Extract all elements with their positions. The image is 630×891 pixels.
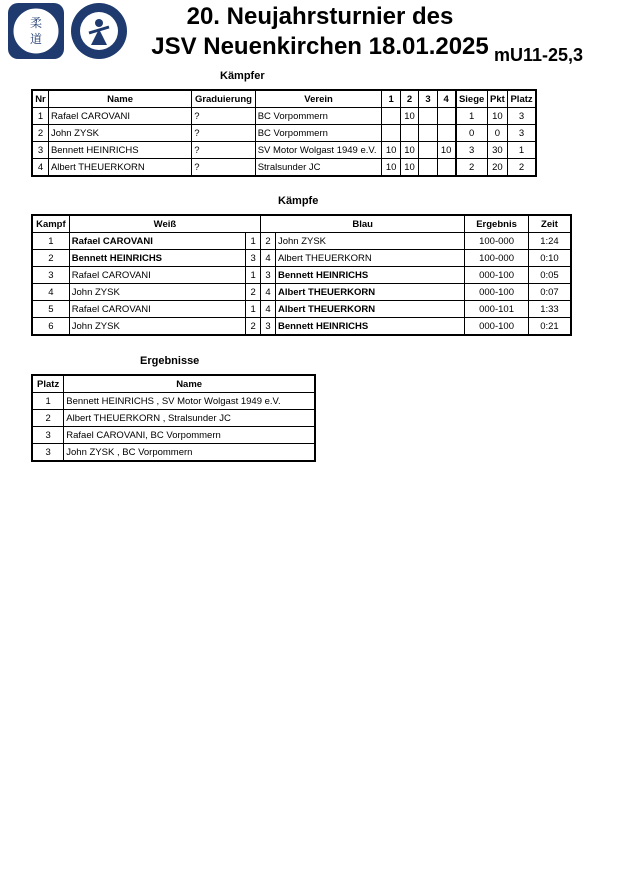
title-line-1: 20. Neujahrsturnier des xyxy=(186,3,454,30)
fights-table xyxy=(31,214,572,336)
cell-blue-nr: 4 xyxy=(261,301,276,318)
cell-verein: SV Motor Wolgast 1949 e.V. xyxy=(255,142,382,159)
col-verein: Verein xyxy=(255,90,382,108)
cell-blue-nr: 3 xyxy=(261,318,276,336)
cell-blue-name: Albert THEUERKORN xyxy=(275,301,464,318)
fights-header-row xyxy=(32,215,571,233)
table-row xyxy=(32,125,536,142)
cell-result: 100-000 xyxy=(465,250,529,267)
judosportverein-neuenkirchen-logo-icon xyxy=(71,3,127,59)
cell-kampf: 1 xyxy=(32,233,69,250)
cell-white-nr: 3 xyxy=(246,250,261,267)
cell-r1: 10 xyxy=(382,142,400,159)
table-row xyxy=(32,233,571,250)
table-row xyxy=(32,444,315,462)
cell-white-nr: 2 xyxy=(246,318,261,336)
cell-r3 xyxy=(419,142,437,159)
cell-blue-name: John ZYSK xyxy=(275,233,464,250)
cell-white-name: Rafael CAROVANI xyxy=(69,233,245,250)
table-row xyxy=(32,159,536,177)
col-kampf: Kampf xyxy=(32,215,69,233)
page-title xyxy=(122,2,518,62)
cell-verein: Stralsunder JC xyxy=(255,159,382,177)
cell-name: John ZYSK xyxy=(48,125,191,142)
cell-blue-name: Bennett HEINRICHS xyxy=(275,267,464,284)
col-ergebnis: Ergebnis xyxy=(465,215,529,233)
cell-pkt: 20 xyxy=(487,159,507,177)
cell-r1 xyxy=(382,108,400,125)
judo-club-logo-icon xyxy=(8,3,64,59)
cell-time: 0:07 xyxy=(528,284,571,301)
cell-r3 xyxy=(419,159,437,177)
cell-platz: 3 xyxy=(508,108,536,125)
cell-white-nr: 1 xyxy=(246,267,261,284)
cell-siege: 3 xyxy=(456,142,488,159)
cell-name: Albert THEUERKORN , Stralsunder JC xyxy=(64,410,315,427)
col-pkt: Pkt xyxy=(487,90,507,108)
cell-pkt: 30 xyxy=(487,142,507,159)
table-row xyxy=(32,250,571,267)
cell-kampf: 2 xyxy=(32,250,69,267)
cell-blue-nr: 3 xyxy=(261,267,276,284)
cell-r1 xyxy=(382,125,400,142)
cell-r2: 10 xyxy=(400,159,418,177)
cell-kampf: 4 xyxy=(32,284,69,301)
cell-time: 0:05 xyxy=(528,267,571,284)
results-heading: Ergebnisse xyxy=(140,355,200,367)
cell-pkt: 0 xyxy=(487,125,507,142)
cell-grad: ? xyxy=(192,125,255,142)
fighters-table xyxy=(31,89,537,177)
cell-verein: BC Vorpommern xyxy=(255,108,382,125)
col-siege: Siege xyxy=(456,90,488,108)
col-weiss: Weiß xyxy=(69,215,260,233)
cell-white-name: John ZYSK xyxy=(69,318,245,336)
cell-result: 000-101 xyxy=(465,301,529,318)
cell-blue-name: Albert THEUERKORN xyxy=(275,250,464,267)
cell-platz: 1 xyxy=(32,393,64,410)
col-round-2: 2 xyxy=(400,90,418,108)
cell-white-name: John ZYSK xyxy=(69,284,245,301)
cell-siege: 1 xyxy=(456,108,488,125)
cell-r3 xyxy=(419,125,437,142)
cell-blue-nr: 2 xyxy=(261,233,276,250)
cell-r3 xyxy=(419,108,437,125)
col-blau: Blau xyxy=(261,215,465,233)
cell-time: 1:33 xyxy=(528,301,571,318)
cell-result: 000-100 xyxy=(465,267,529,284)
table-row xyxy=(32,318,571,336)
cell-name: Rafael CAROVANI, BC Vorpommern xyxy=(64,427,315,444)
age-class-label: mU11-25,3 xyxy=(494,45,584,65)
cell-kampf: 5 xyxy=(32,301,69,318)
cell-r4 xyxy=(437,108,455,125)
cell-time: 0:10 xyxy=(528,250,571,267)
cell-r2: 10 xyxy=(400,108,418,125)
col-graduierung: Graduierung xyxy=(192,90,255,108)
cell-grad: ? xyxy=(192,142,255,159)
cell-siege: 2 xyxy=(456,159,488,177)
col-name: Name xyxy=(48,90,191,108)
cell-pkt: 10 xyxy=(487,108,507,125)
cell-nr: 3 xyxy=(32,142,48,159)
col-round-3: 3 xyxy=(419,90,437,108)
cell-r4 xyxy=(437,159,455,177)
cell-siege: 0 xyxy=(456,125,488,142)
svg-text:柔: 柔 xyxy=(29,16,43,30)
table-row xyxy=(32,108,536,125)
table-row xyxy=(32,410,315,427)
cell-name: Albert THEUERKORN xyxy=(48,159,191,177)
table-row xyxy=(32,142,536,159)
cell-result: 000-100 xyxy=(465,318,529,336)
fighters-heading: Kämpfer xyxy=(220,70,265,82)
cell-blue-name: Albert THEUERKORN xyxy=(275,284,464,301)
cell-platz: 3 xyxy=(32,427,64,444)
col-zeit: Zeit xyxy=(528,215,571,233)
cell-name: Bennett HEINRICHS xyxy=(48,142,191,159)
cell-nr: 2 xyxy=(32,125,48,142)
cell-white-name: Rafael CAROVANI xyxy=(69,267,245,284)
cell-time: 1:24 xyxy=(528,233,571,250)
table-row xyxy=(32,393,315,410)
svg-text:道: 道 xyxy=(29,32,43,46)
cell-platz: 2 xyxy=(32,410,64,427)
cell-r4: 10 xyxy=(437,142,455,159)
cell-result: 000-100 xyxy=(465,284,529,301)
cell-r1: 10 xyxy=(382,159,400,177)
cell-blue-nr: 4 xyxy=(261,250,276,267)
table-row xyxy=(32,284,571,301)
cell-result: 100-000 xyxy=(465,233,529,250)
cell-name: John ZYSK , BC Vorpommern xyxy=(64,444,315,462)
col-round-4: 4 xyxy=(437,90,455,108)
cell-platz: 2 xyxy=(508,159,536,177)
col-platz: Platz xyxy=(508,90,536,108)
table-row xyxy=(32,301,571,318)
cell-grad: ? xyxy=(192,108,255,125)
cell-r2: 10 xyxy=(400,142,418,159)
table-row xyxy=(32,267,571,284)
col-round-1: 1 xyxy=(382,90,400,108)
col-nr: Nr xyxy=(32,90,48,108)
results-table xyxy=(31,374,316,462)
fighters-header-row xyxy=(32,90,536,108)
cell-blue-nr: 4 xyxy=(261,284,276,301)
cell-nr: 4 xyxy=(32,159,48,177)
cell-white-nr: 1 xyxy=(246,301,261,318)
cell-verein: BC Vorpommern xyxy=(255,125,382,142)
cell-nr: 1 xyxy=(32,108,48,125)
cell-name: Bennett HEINRICHS , SV Motor Wolgast 1949 e.V. xyxy=(64,393,315,410)
cell-platz: 3 xyxy=(32,444,64,462)
results-header-row xyxy=(32,375,315,393)
cell-platz: 1 xyxy=(508,142,536,159)
cell-grad: ? xyxy=(192,159,255,177)
cell-white-name: Bennett HEINRICHS xyxy=(69,250,245,267)
cell-white-nr: 1 xyxy=(246,233,261,250)
fights-heading: Kämpfe xyxy=(278,195,319,207)
title-line-2: JSV Neuenkirchen 18.01.2025 xyxy=(151,33,489,60)
cell-r2 xyxy=(400,125,418,142)
cell-kampf: 6 xyxy=(32,318,69,336)
cell-white-nr: 2 xyxy=(246,284,261,301)
col-name: Name xyxy=(64,375,315,393)
cell-white-name: Rafael CAROVANI xyxy=(69,301,245,318)
cell-platz: 3 xyxy=(508,125,536,142)
cell-name: Rafael CAROVANI xyxy=(48,108,191,125)
cell-r4 xyxy=(437,125,455,142)
cell-time: 0:21 xyxy=(528,318,571,336)
table-row xyxy=(32,427,315,444)
col-platz: Platz xyxy=(32,375,64,393)
cell-blue-name: Bennett HEINRICHS xyxy=(275,318,464,336)
cell-kampf: 3 xyxy=(32,267,69,284)
